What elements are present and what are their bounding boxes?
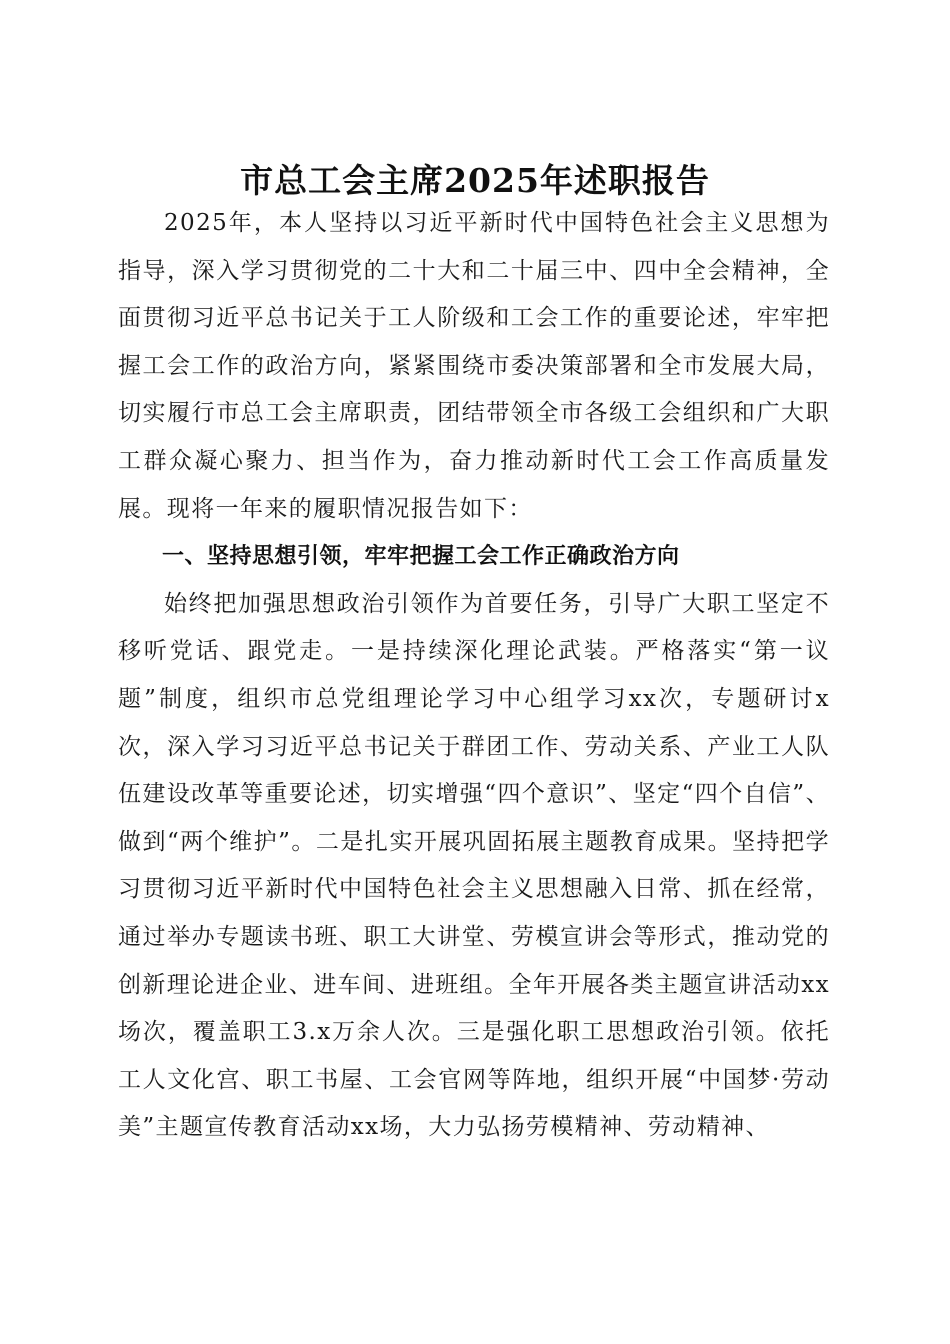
section-heading: 一、坚持思想引领，牢牢把握工会工作正确政治方向 xyxy=(162,544,680,570)
intro-paragraph: 2025年，本人坚持以习近平新时代中国特色社会主义思想为指导，深入学习贯彻党的二十大和二十届三中、四中全会精神，全面贯彻习近平总书记关于工人阶级和工会工作的重要论述，牢牢把握工会工作的政治方向，紧紧围绕市委决策部署和全市发展大局，切实履行市总工会主席职责，团结带领全市各级工会组织和广大职工群众凝心聚力、担当作为，奋力推动新时代工会工作高质量发展。现将一年来的履职情况报告如下： xyxy=(118,210,830,522)
document-body xyxy=(118,200,830,1152)
page-title: 市总工会主席2025年述职报告 xyxy=(240,161,710,201)
section-paragraph: 始终把加强思想政治引领作为首要任务，引导广大职工坚定不移听党话、跟党走。一是持续深化理论武装。严格落实“第一议题”制度，组织市总党组理论学习中心组学习xx次，专题研讨x次，深入学习习近平总书记关于群团工作、劳动关系、产业工人队伍建设改革等重要论述，切实增强“四个意识”、坚定“四个自信”、做到“两个维护”。二是扎实开展巩固拓展主题教育成果。坚持把学习贯彻习近平新时代中国特色社会主义思想融入日常、抓在经常，通过举办专题读书班、职工大讲堂、劳模宣讲会等形式，推动党的创新理论进企业、进车间、进班组。全年开展各类主题宣讲活动xx场次，覆盖职工3.x万余人次。三是强化职工思想政治引领。依托工人文化宫、职工书屋、工会官网等阵地，组织开展“中国梦·劳动美”主题宣传教育活动xx场，大力弘扬劳模精神、劳动精神、 xyxy=(118,590,830,1141)
